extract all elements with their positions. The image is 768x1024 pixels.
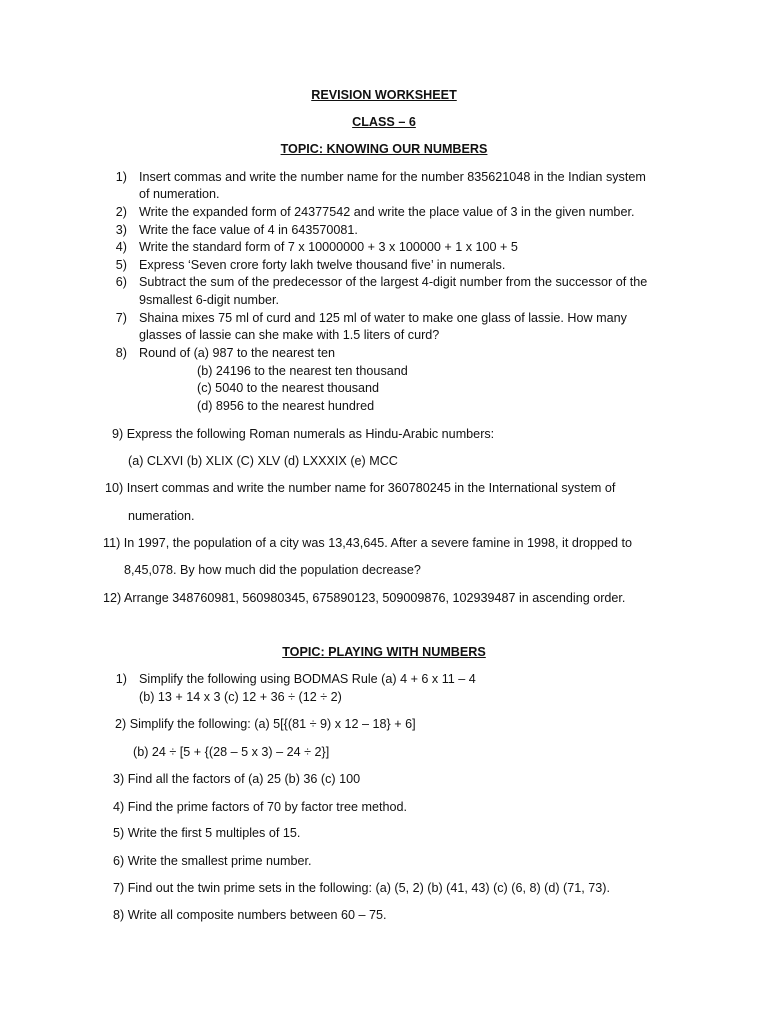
p7-text: 7) Find out the twin prime sets in the following: (a) (5, 2) (b) (41, 43) (c) (6, 8) (d) (71, 73). [113, 881, 610, 895]
topic1-heading: TOPIC: KNOWING OUR NUMBERS [280, 142, 488, 156]
topic2-heading: TOPIC: PLAYING WITH NUMBERS [282, 645, 486, 659]
q2-number: 2) [115, 205, 127, 219]
q8-number: 8) [115, 346, 127, 360]
q5-text: Express ‘Seven crore forty lakh twelve thousand five’ in numerals. [139, 258, 506, 272]
q5-number: 5) [115, 258, 127, 272]
q10-text-cont: numeration. [128, 509, 195, 523]
q8-sub-b: (b) 24196 to the nearest ten thousand [197, 364, 408, 378]
q6-text: Subtract the sum of the predecessor of the largest 4-digit number from the successor of the [139, 275, 648, 289]
q3-text: Write the face value of 4 in 643570081. [139, 223, 358, 237]
q1-number: 1) [115, 170, 127, 184]
q8-sub-c: (c) 5040 to the nearest thousand [197, 381, 380, 395]
q11-text-cont: 8,45,078. By how much did the population decrease? [124, 563, 421, 577]
q7-number: 7) [115, 311, 127, 325]
q7-text-cont: glasses of lassie can she make with 1.5 liters of curd? [139, 328, 440, 342]
q2-text: Write the expanded form of 24377542 and write the place value of 3 in the given number. [139, 205, 635, 219]
q3-number: 3) [115, 223, 127, 237]
p1-text-cont: (b) 13 + 14 x 3 (c) 12 + 36 ÷ (12 ÷ 2) [139, 690, 342, 704]
class-label: CLASS – 6 [352, 115, 416, 129]
p4-text: 4) Find the prime factors of 70 by factor tree method. [113, 800, 407, 814]
q12-text: 12) Arrange 348760981, 560980345, 675890123, 509009876, 102939487 in ascending order. [103, 591, 626, 605]
q8-sub-d: (d) 8956 to the nearest hundred [197, 399, 375, 413]
q6-text-cont: 9smallest 6-digit number. [139, 293, 279, 307]
p8-text: 8) Write all composite numbers between 60 – 75. [113, 908, 387, 922]
q9-text: 9) Express the following Roman numerals as Hindu-Arabic numbers: [112, 427, 495, 441]
q4-number: 4) [115, 240, 127, 254]
p1-number: 1) [115, 672, 127, 686]
p6-text: 6) Write the smallest prime number. [113, 854, 312, 868]
p5-text: 5) Write the first 5 multiples of 15. [113, 826, 301, 840]
worksheet-title: REVISION WORKSHEET [311, 88, 457, 102]
q7-text: Shaina mixes 75 ml of curd and 125 ml of water to make one glass of lassie. How many [139, 311, 627, 325]
p1-text: Simplify the following using BODMAS Rule (a) 4 + 6 x 11 – 4 [139, 672, 476, 686]
p3-text: 3) Find all the factors of (a) 25 (b) 36 (c) 100 [113, 772, 361, 786]
p2-text-cont: (b) 24 ÷ [5 + {(28 – 5 x 3) – 24 ÷ 2}] [133, 745, 330, 759]
q6-number: 6) [115, 275, 127, 289]
q9-options: (a) CLXVI (b) XLIX (C) XLV (d) LXXXIX (e) MCC [128, 454, 398, 468]
q10-text: 10) Insert commas and write the number name for 360780245 in the International system of [105, 481, 616, 495]
q1-text-cont: of numeration. [139, 187, 220, 201]
q8-text: Round of (a) 987 to the nearest ten [139, 346, 336, 360]
q1-text: Insert commas and write the number name for the number 835621048 in the Indian system [139, 170, 646, 184]
p2-text: 2) Simplify the following: (a) 5[{(81 ÷ 9) x 12 – 18} + 6] [115, 717, 416, 731]
q4-text: Write the standard form of 7 x 10000000 + 3 x 100000 + 1 x 100 + 5 [139, 240, 518, 254]
q11-text: 11) In 1997, the population of a city was 13,43,645. After a severe famine in 1998, it dropped to [103, 536, 633, 550]
